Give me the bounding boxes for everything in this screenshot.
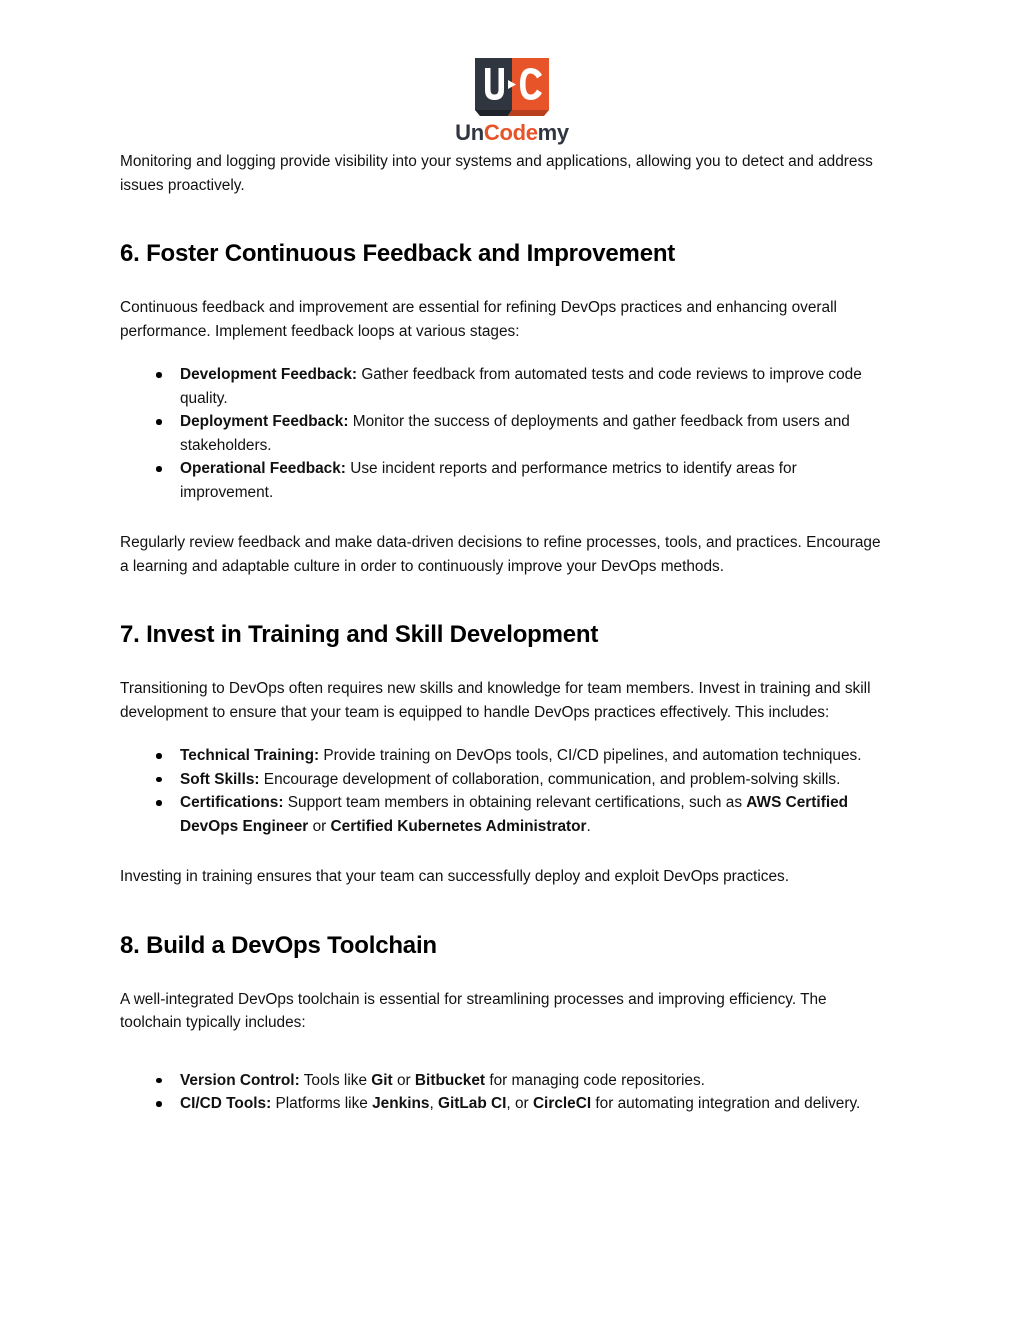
- bullet-term: CI/CD Tools:: [180, 1095, 272, 1112]
- bullet-text-mid: ,: [429, 1095, 439, 1112]
- bullet-term: Version Control:: [180, 1071, 300, 1089]
- bullet-text: Provide training on DevOps tools, CI/CD pipelines, and automation techniques.: [319, 747, 862, 764]
- bullet-emphasis-a: Git: [371, 1071, 393, 1089]
- bullet-text: Gather feedback from automated tests and code reviews to improve code quality.: [180, 366, 862, 407]
- section-7-lead-paragraph: Transitioning to DevOps often requires new skills and knowledge for team members. Invest in training and skill development to ensure that your team is equipped to handle DevOps practices effectively. This includes:: [120, 680, 871, 721]
- bullet-term: Operational Feedback:: [180, 460, 346, 477]
- bullet-emphasis-b: Bitbucket: [414, 1071, 486, 1089]
- document-content: [120, 150, 888, 1116]
- bullet-text-tail: for managing code repositories.: [485, 1071, 705, 1089]
- intro-paragraph: Monitoring and logging provide visibility into your systems and applications, allowing you to detect and address issues proactively.: [120, 153, 873, 194]
- list-item: [120, 1092, 888, 1116]
- bullet-emphasis-a: Jenkins: [372, 1095, 430, 1112]
- bullet-term: Certifications:: [180, 794, 284, 811]
- bullet-emphasis-c: CircleCI: [532, 1095, 592, 1112]
- list-item: [120, 1069, 888, 1093]
- bullet-term: Development Feedback:: [180, 366, 358, 383]
- section-heading-6: 6. Foster Continuous Feedback and Improvement: [120, 240, 676, 267]
- section-7-closing-paragraph: Investing in training ensures that your team can successfully deploy and exploit DevOps practices.: [120, 868, 789, 885]
- list-item: [120, 363, 888, 410]
- bullet-emphasis-b: Certified Kubernetes Administrator: [330, 817, 587, 835]
- wordmark-un: Un: [455, 120, 484, 145]
- uncodemy-logo: [0, 58, 1024, 144]
- bullet-term: Deployment Feedback:: [180, 413, 349, 430]
- bullet-term: Soft Skills:: [180, 770, 260, 788]
- section-8-bullet-list: [120, 1069, 888, 1116]
- section-heading-7: 7. Invest in Training and Skill Development: [120, 621, 599, 648]
- bullet-text: Monitor the success of deployments and gather feedback from users and stakeholders.: [180, 413, 850, 454]
- section-6-bullet-list: [120, 363, 888, 504]
- wordmark-code: Code: [483, 120, 538, 145]
- bullet-text: Use incident reports and performance metrics to identify areas for improvement.: [180, 460, 797, 501]
- bullet-emphasis-b: GitLab CI: [438, 1095, 507, 1112]
- list-item: [120, 768, 888, 792]
- list-item: [120, 744, 888, 768]
- bullet-text: Support team members in obtaining relevant certifications, such as: [283, 794, 747, 811]
- uncodemy-wordmark: [455, 122, 569, 144]
- bullet-text: Platforms like: [271, 1095, 373, 1112]
- bullet-text-mid2: , or: [506, 1095, 533, 1112]
- bullet-text-mid: or: [308, 817, 331, 835]
- list-item: [120, 410, 888, 457]
- section-heading-8: 8. Build a DevOps Toolchain: [120, 931, 437, 959]
- section-8-lead-paragraph: A well-integrated DevOps toolchain is essential for streamlining processes and improving efficiency. The toolchain typically includes:: [120, 990, 827, 1031]
- bullet-text-tail: .: [586, 817, 591, 835]
- section-7-bullet-list: [120, 744, 888, 838]
- bullet-emphasis-a: AWS Certified DevOps Engineer: [180, 794, 849, 835]
- section-6-closing-paragraph: Regularly review feedback and make data-driven decisions to refine processes, tools, and practices. Encourage a learning and adaptable culture in order to continuously improve your DevOps methods.: [120, 534, 881, 575]
- bullet-text-tail: for automating integration and delivery.: [591, 1095, 861, 1112]
- list-item: [120, 457, 888, 504]
- uc-cube-icon: [473, 58, 551, 118]
- bullet-text: Tools like: [299, 1071, 372, 1089]
- section-6-lead-paragraph: Continuous feedback and improvement are essential for refining DevOps practices and enhancing overall performance. Implement feedback loops at various stages:: [120, 299, 837, 340]
- bullet-text-mid: or: [392, 1071, 415, 1089]
- bullet-term: Technical Training:: [180, 747, 320, 764]
- list-item: [120, 791, 888, 838]
- bullet-text: Encourage development of collaboration, communication, and problem-solving skills.: [259, 770, 841, 788]
- wordmark-my: my: [537, 120, 569, 145]
